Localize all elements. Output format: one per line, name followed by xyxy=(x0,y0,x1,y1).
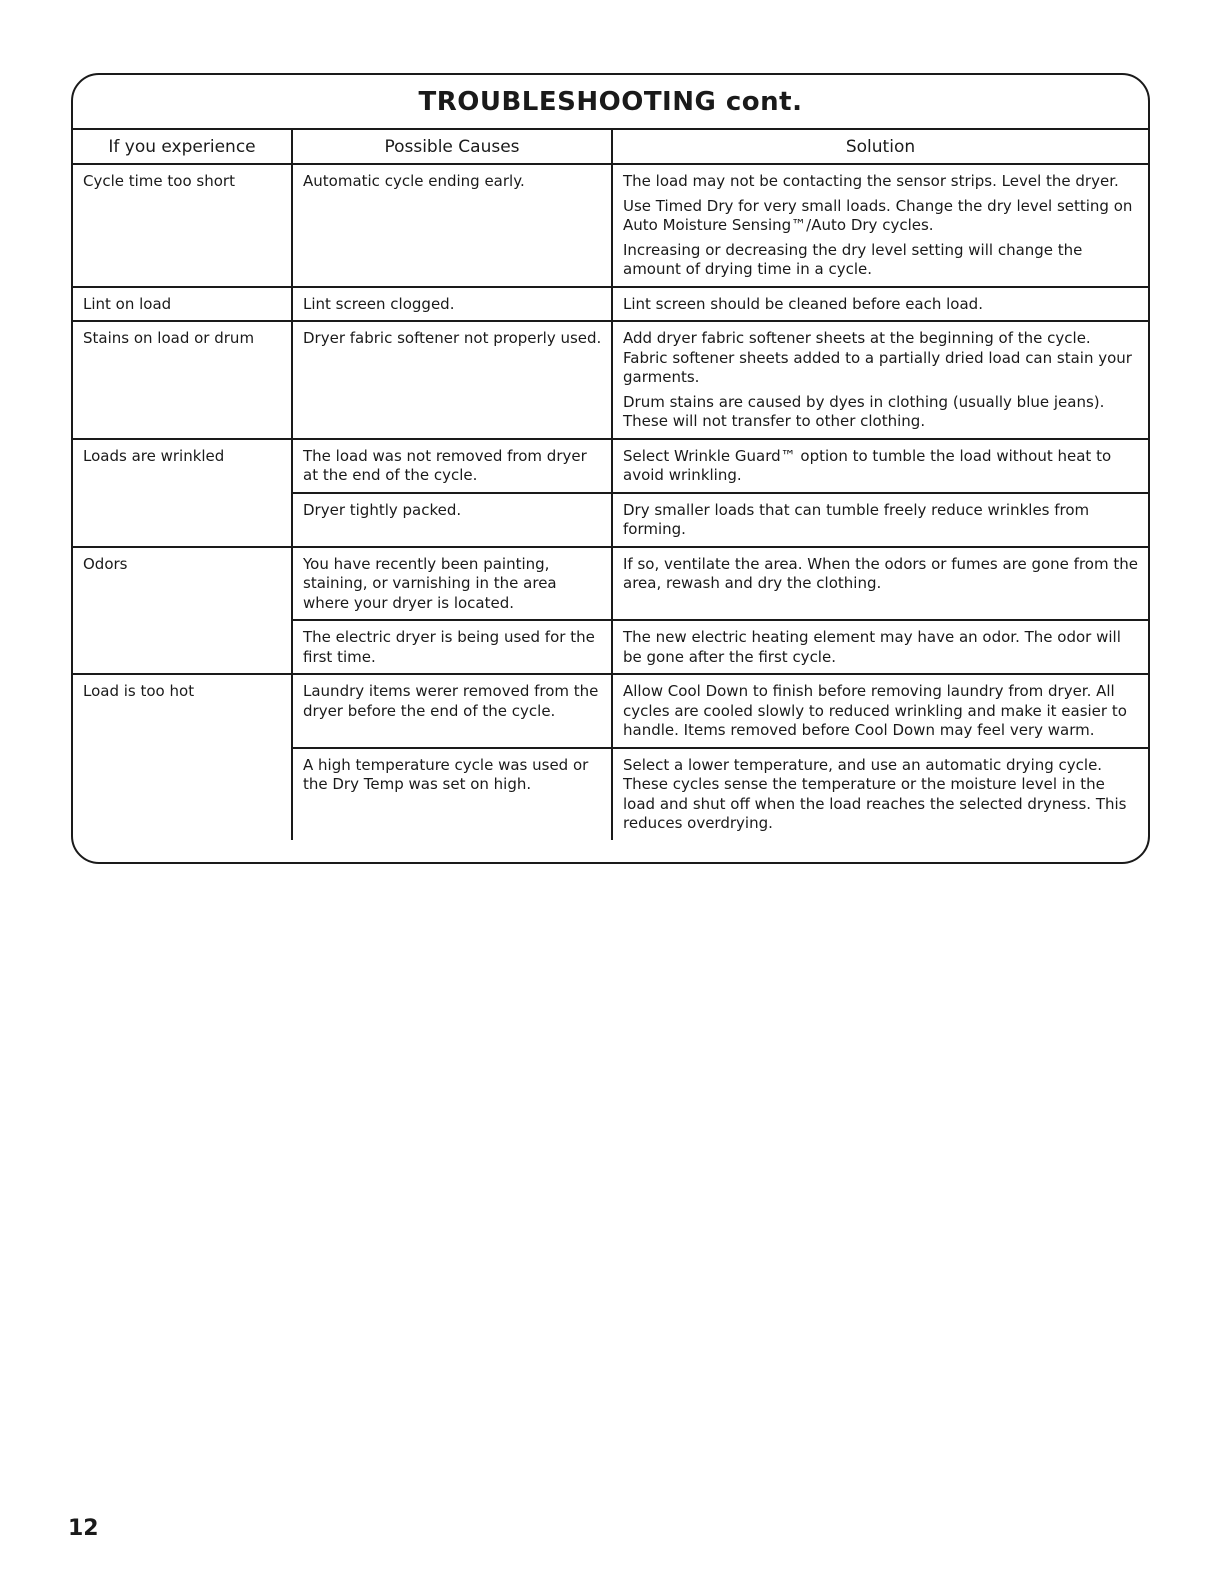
solution-text: Dry smaller loads that can tumble freely reduce wrinkles from forming. xyxy=(623,500,1090,538)
table-row xyxy=(73,674,1148,748)
table-row xyxy=(73,547,1148,621)
experience-cell: Odors xyxy=(73,547,292,675)
experience-cell: Lint on load xyxy=(73,287,292,322)
cause-cell: Laundry items werer removed from the dryer before the end of the cycle. xyxy=(292,674,612,748)
solution-cell xyxy=(612,287,1148,322)
experience-cell: Load is too hot xyxy=(73,674,292,840)
table-row xyxy=(73,287,1148,322)
column-header-experience: If you experience xyxy=(73,130,292,164)
experience-cell: Loads are wrinkled xyxy=(73,439,292,547)
table-header-row xyxy=(73,130,1148,164)
page-title: TROUBLESHOOTING cont. xyxy=(73,75,1148,130)
solution-text: Increasing or decreasing the dry level setting will change the amount of drying time in a cycle. xyxy=(623,240,1083,278)
solution-text: Select a lower temperature, and use an automatic drying cycle. These cycles sense the temperature or the moisture level in the load and shut off when the load reaches the selected dryness. This reduces overdrying. xyxy=(623,755,1127,832)
solution-text: Use Timed Dry for very small loads. Change the dry level setting on Auto Moisture Sensing™/Auto Dry cycles. xyxy=(623,196,1133,234)
solution-cell xyxy=(612,547,1148,621)
cause-cell: Dryer tightly packed. xyxy=(292,493,612,547)
table-row xyxy=(73,321,1148,439)
column-header-solution: Solution xyxy=(612,130,1148,164)
solution-text: Lint screen should be cleaned before each load. xyxy=(623,294,983,313)
cause-cell: The load was not removed from dryer at the end of the cycle. xyxy=(292,439,612,493)
solution-text: The new electric heating element may have an odor. The odor will be gone after the first cycle. xyxy=(623,628,1121,666)
cause-cell: Automatic cycle ending early. xyxy=(292,164,612,287)
cause-cell: You have recently been painting, staining, or varnishing in the area where your dryer is located. xyxy=(292,547,612,621)
cause-cell: Dryer fabric softener not properly used. xyxy=(292,321,612,439)
experience-cell: Cycle time too short xyxy=(83,172,235,190)
solution-text: Allow Cool Down to finish before removing laundry from dryer. All cycles are cooled slowly to reduced wrinkling and make it easier to handle. Items removed before Cool Down may feel very warm. xyxy=(623,682,1127,739)
solution-text: If so, ventilate the area. When the odors or fumes are gone from the area, rewash and dry the clothing. xyxy=(623,554,1138,592)
page-number: 12 xyxy=(68,1516,99,1541)
solution-cell xyxy=(612,439,1148,493)
troubleshooting-table xyxy=(73,130,1148,840)
solution-cell xyxy=(612,748,1148,840)
cause-cell: A high temperature cycle was used or the Dry Temp was set on high. xyxy=(292,748,612,840)
troubleshooting-panel xyxy=(71,73,1150,864)
table-row xyxy=(73,164,1148,287)
column-header-causes: Possible Causes xyxy=(292,130,612,164)
solution-cell xyxy=(612,674,1148,748)
solution-text: The load may not be contacting the sensor strips. Level the dryer. xyxy=(623,172,1119,190)
solution-cell xyxy=(612,620,1148,674)
table-row xyxy=(73,439,1148,493)
solution-text: Add dryer fabric softener sheets at the beginning of the cycle. Fabric softener sheets added to a partially dried load can stain your garments. xyxy=(623,329,1132,386)
solution-cell xyxy=(612,321,1148,439)
solution-text: Drum stains are caused by dyes in clothing (usually blue jeans). These will not transfer to other clothing. xyxy=(623,392,1105,430)
cause-cell: The electric dryer is being used for the first time. xyxy=(292,620,612,674)
solution-cell xyxy=(612,164,1148,287)
cause-cell: Lint screen clogged. xyxy=(292,287,612,322)
solution-cell xyxy=(612,493,1148,547)
experience-cell: Stains on load or drum xyxy=(73,321,292,439)
solution-text: Select Wrinkle Guard™ option to tumble the load without heat to avoid wrinkling. xyxy=(623,446,1112,484)
